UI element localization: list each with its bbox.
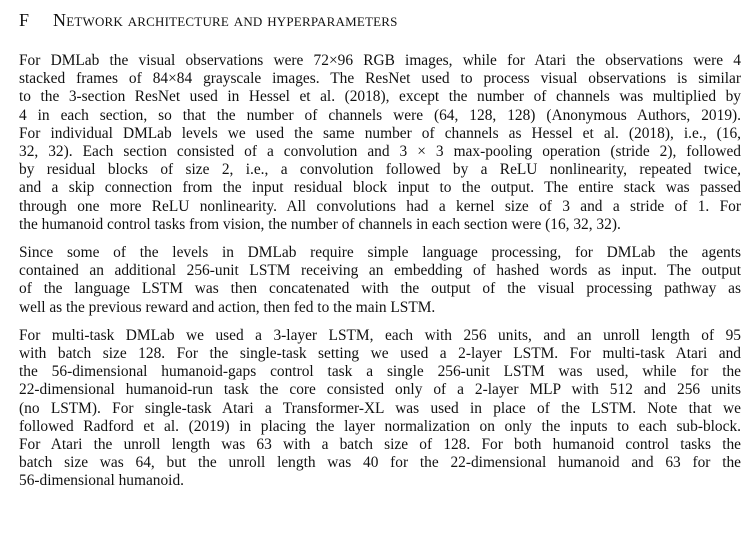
text-line: through one more ReLU nonlinearity. All convolutions had a kernel size of 3 and a stride of 1. For: [19, 197, 741, 215]
text-line: 56-dimensional humanoid.: [19, 472, 184, 490]
text-line: For multi-task DMLab we used a 3-layer LSTM, each with 256 units, and an unroll length of 95: [19, 326, 741, 344]
text-line: contained an additional 256-unit LSTM receiving an embedding of hashed words as input. The output: [19, 262, 741, 280]
section-title: Network architecture and hyperparameters: [53, 10, 398, 30]
text-line: For Atari the unroll length was 63 with a batch size of 128. For both humanoid control tasks the: [19, 436, 741, 454]
text-line: batch size was 64, but the unroll length was 40 for the 22-dimensional humanoid and 63 for the: [19, 454, 741, 472]
text-line: the 56-dimensional humanoid-gaps control task a single 256-unit LSTM was used, while for the: [19, 363, 741, 381]
paper-page: [19, 0, 741, 491]
text-line: For individual DMLab levels we used the same number of channels as Hessel et al. (2018), i.e., (16,: [19, 124, 741, 142]
text-line: by residual blocks of size 2, i.e., a convolution followed by a ReLU nonlinearity, repeated twice,: [19, 161, 741, 179]
text-line: with batch size 128. For the single-task setting we used a 2-layer LSTM. For multi-task Atari and: [19, 345, 741, 363]
section-letter: F: [19, 10, 30, 30]
text-line: to the 3-section ResNet used in Hessel et al. (2018), except the number of channels was multiplied by: [19, 88, 741, 106]
text-line: (no LSTM). For single-task Atari a Transformer-XL was used in place of the LSTM. Note that we: [19, 399, 741, 417]
text-line: stacked frames of 84×84 grayscale images. The ResNet used to process visual observations is similar: [19, 70, 741, 88]
section-heading: [19, 10, 741, 36]
text-line: of the language LSTM was then concatenated with the output of the visual processing pathway as: [19, 280, 741, 298]
paragraph-architecture: [19, 52, 741, 234]
text-line: 32, 32). Each section consisted of a convolution and 3 × 3 max-pooling operation (stride 2), followed: [19, 143, 741, 161]
text-line: 4 in each section, so that the number of channels were (64, 128, 128) (Anonymous Authors, 2019).: [19, 106, 741, 124]
text-line: followed Radford et al. (2019) in placing the layer normalization on only the inputs to each sub-block.: [19, 417, 741, 435]
text-line: 22-dimensional humanoid-run task the core consisted only of a 2-layer MLP with 512 and 256 units: [19, 381, 741, 399]
text-line: well as the previous reward and action, then fed to the main LSTM.: [19, 298, 436, 316]
text-line: Since some of the levels in DMLab require simple language processing, for DMLab the agents: [19, 244, 741, 262]
paragraph-language-lstm: [19, 244, 741, 317]
text-line: the humanoid control tasks from vision, the number of channels in each section were (16, 32, 32).: [19, 215, 621, 233]
paragraph-hyperparameters: [19, 327, 741, 491]
text-line: and a skip connection from the input residual block input to the output. The entire stack was passed: [19, 179, 741, 197]
text-line: For DMLab the visual observations were 72×96 RGB images, while for Atari the observations were 4: [19, 52, 741, 69]
